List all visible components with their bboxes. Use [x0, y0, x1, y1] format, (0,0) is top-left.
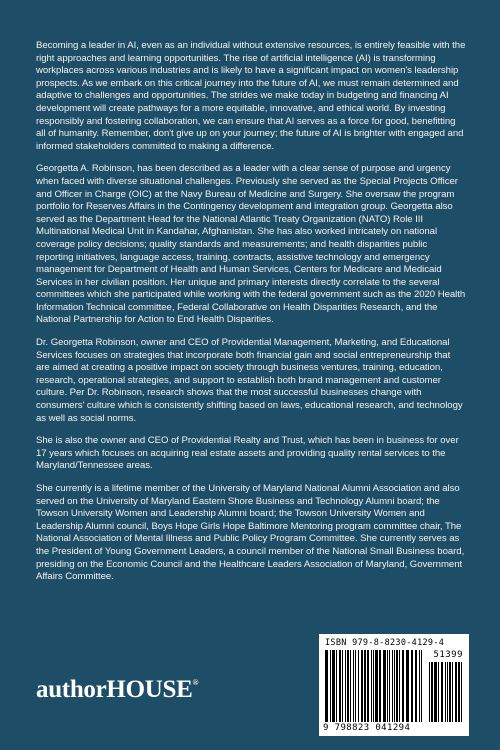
barcode-bar — [441, 662, 443, 722]
barcode-bar — [379, 650, 381, 722]
barcode-bar — [461, 662, 462, 722]
barcode-bar — [458, 662, 460, 722]
publisher-logo — [36, 676, 198, 704]
barcode-bar — [373, 650, 374, 722]
barcode-bar — [447, 662, 448, 722]
barcode-bar — [452, 662, 453, 722]
barcode-bar — [415, 650, 417, 722]
barcode-bar — [396, 650, 398, 722]
barcode-bar — [411, 650, 413, 722]
ean-digits: 9 798823 041294 — [323, 723, 411, 733]
barcode-bar — [350, 650, 351, 722]
barcode-bar — [431, 662, 433, 722]
paragraph-realty: She is also the owner and CEO of Providential Realty and Trust, which has been in business for over 17 years which focuses on acquiring real estate assets and providing quality rental services to the Maryland/Tennessee areas. — [36, 435, 459, 472]
barcode-bar — [434, 662, 437, 722]
barcode-bar — [421, 650, 422, 722]
paragraph-memberships: She currently is a lifetime member of the University of Maryland National Alumni Association and also served on the University of Maryland Eastern Shore Business and Technology Alumni board; the Towson University Women and Leadership Alumni board; the Towson University Women and Leadership Alumni council, Boys Hope Girls Hope Baltimore Mentoring program committee chair, The National Association of Mental Illness and Public Policy Program Committee. She currently serves as the President of Young Government Leaders, a council member of the National Small Business board, presiding on the Economic Council and the Healthcare Leaders Association of Maryland, Government Affairs Committee. — [36, 483, 465, 583]
barcode-bar — [355, 650, 356, 722]
isbn-label: ISBN 979-8-8230-4129-4 — [325, 638, 445, 648]
barcode-bar — [383, 650, 386, 722]
barcode-bar — [361, 650, 363, 722]
barcode-bar — [371, 650, 372, 722]
barcode-bar — [375, 650, 378, 722]
paragraph-business: Dr. Georgetta Robinson, owner and CEO of Providential Management, Marketing, and Educational Services focuses on strategies that incorporate both financial gain and social entrepreneurship that are aimed at creating a positive impact on society through business ventures, training, education, research, operational strategies, and support to establish both brand management and customer culture. Per Dr. Robinson, research shows that the most successful businesses change with consumers' culture which is consistently shifting based on laws, educational research, and technology as well as social norms. — [36, 337, 463, 424]
barcode-bar — [445, 662, 446, 722]
back-cover-text — [36, 40, 466, 594]
barcode-bar — [455, 662, 457, 722]
barcode-bar — [449, 662, 451, 722]
barcode-bar — [387, 650, 388, 722]
barcode-bar — [325, 650, 328, 722]
ean-barcode — [325, 650, 425, 722]
price-code: 51399 — [433, 650, 463, 660]
barcode-block — [319, 634, 469, 736]
barcode-bar — [358, 650, 359, 722]
barcode-bar — [347, 650, 349, 722]
barcode-bar — [392, 650, 393, 722]
registered-mark: ® — [192, 678, 199, 687]
barcode-bar — [394, 650, 395, 722]
barcode-bar — [438, 662, 439, 722]
barcode-bar — [364, 650, 366, 722]
barcode-bar — [345, 650, 346, 722]
barcode-bar — [353, 650, 354, 722]
barcode-bar — [330, 650, 331, 722]
barcode-bar — [402, 650, 404, 722]
barcode-bar — [399, 650, 400, 722]
barcode-bar — [389, 650, 390, 722]
addon-barcode — [429, 662, 465, 722]
barcode-bar — [339, 650, 341, 722]
barcode-bar — [429, 662, 430, 722]
barcode-bar — [336, 650, 337, 722]
paragraph-bio: Georgetta A. Robinson, has been described as a leader with a clear sense of purpose and urgency when faced with diverse situational challenges. Previously she served as the Special Projects Officer and Officer in Charge (OIC) at the Navy Bureau of Medicine and Surgery. She oversaw the program portfolio for Reserves Affairs in the Contingency development and integration group. Georgetta also served as the Department Head for the National Atlantic Treaty Organization (NATO) Role III Multinational Medical Unit in Kandahar, Afghanistan. She has also worked intricately on national coverage policy decisions; quality standards and measurements; and health disparities public reporting initiatives, language access, training, contracts, assistive technology and emergency management for Department of Health and Human Services, Centers for Medicare and Medicaid Services in her civilian position. Her unique and primary interests directly correlate to the several committees which she participated while working with the federal government such as the 2020 Health Information Technical committee, Federal Collaborative on Health Disparities Research, and the National Partnership for Action to End Health Disparities. — [36, 163, 466, 326]
publisher-name: authorHOUSE — [36, 676, 193, 703]
barcode-bar — [419, 650, 420, 722]
barcode-bar — [367, 650, 369, 722]
barcode-bar — [342, 650, 343, 722]
barcode-bar — [406, 650, 409, 722]
barcode-bar — [332, 650, 335, 722]
paragraph-intro: Becoming a leader in AI, even as an individual without extensive resources, is entirely feasible with the right approaches and learning opportunities. The rise of artificial intelligence (AI) is transforming workplaces across various industries and is likely to have a significant impact on women's leadership prospects. As we embark on this critical journey into the future of AI, we must remain determined and adaptive to challenges and opportunities. The strides we make today in budgeting and financing AI development will create pathways for a more equitable, innovative, and ethical world. By investing responsibly and fostering collaboration, we can ensure that AI serves as a force for good, benefitting all of humanity. Remember, don't give up on your journey; the future of AI is brighter with engaged and informed stakeholders committed to making a difference. — [36, 40, 466, 152]
